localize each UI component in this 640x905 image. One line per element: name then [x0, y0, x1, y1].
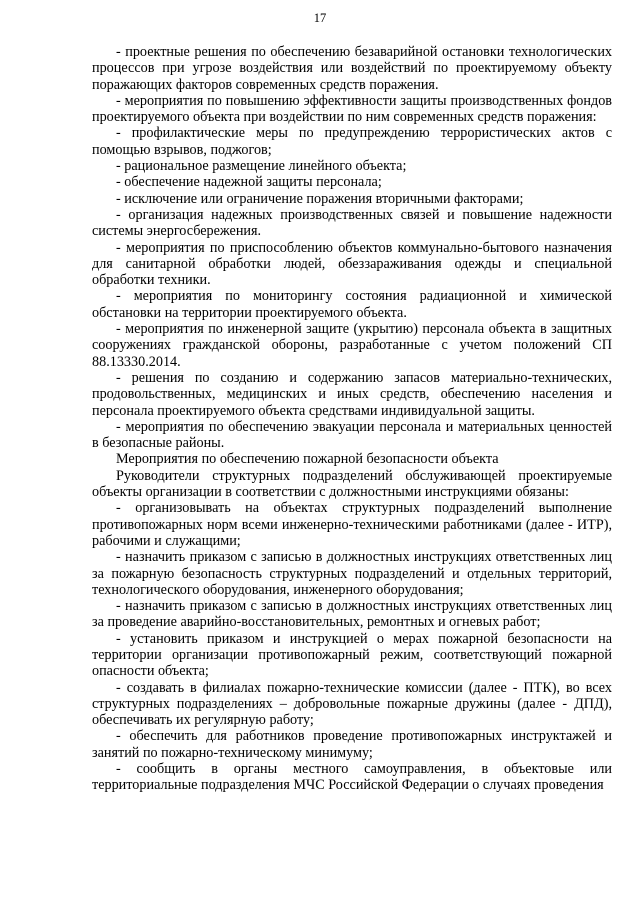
- paragraph: - мероприятия по инженерной защите (укрытию) персонала объекта в защитных сооружениях гражданской обороны, разработанные с учетом положений СП 88.13330.2014.: [92, 321, 612, 370]
- paragraph: - установить приказом и инструкцией о мерах пожарной безопасности на территории организации противопожарный режим, соответствующий пожарной опасности объекта;: [92, 630, 612, 680]
- paragraph: - организация надежных производственных связей и повышение надежности системы энергосбережения.: [92, 206, 612, 240]
- paragraph: - назначить приказом с записью в должностных инструкциях ответственных лиц за проведение аварийно-восстановительных, ремонтных и огневых работ;: [92, 598, 612, 631]
- section-heading: Мероприятия по обеспечению пожарной безопасности объекта: [116, 451, 499, 468]
- paragraph: - мероприятия по повышению эффективности защиты производственных фондов проектируемого объекта при воздействии по ним современных средств поражения:: [92, 92, 612, 126]
- paragraph: - сообщить в органы местного самоуправления, в объектовые или территориальные подразделения МЧС Российской Федерации о случаях проведения: [92, 761, 612, 794]
- paragraph: - рациональное размещение линейного объекта;: [116, 158, 407, 175]
- paragraph: - обеспечить для работников проведение противопожарных инструктажей и занятий по пожарно-техническому минимуму;: [92, 728, 612, 761]
- paragraph: - исключение или ограничение поражения вторичными факторами;: [116, 190, 524, 207]
- paragraph: - назначить приказом с записью в должностных инструкциях ответственных лиц за пожарную безопасность структурных подразделений и отдельных территорий, технологического оборудования, инженерного оборудования;: [92, 549, 612, 598]
- paragraph: - мероприятия по приспособлению объектов коммунально-бытового назначения для санитарной обработки людей, обеззараживания одежды и специальной обработки техники.: [92, 239, 612, 289]
- paragraph: - мероприятия по обеспечению эвакуации персонала и материальных ценностей в безопасные районы.: [92, 418, 612, 452]
- paragraph: - профилактические меры по предупреждению террористических актов с помощью взрывов, поджогов;: [92, 125, 612, 158]
- paragraph: - мероприятия по мониторингу состояния радиационной и химической обстановки на территории проектируемого объекта.: [92, 288, 612, 321]
- paragraph: - создавать в филиалах пожарно-технические комиссии (далее - ПТК), во всех структурных подразделениях – добровольные пожарные дружины (далее - ДПД), обеспечивать их регулярную работу;: [92, 679, 612, 729]
- document-body: [92, 44, 612, 794]
- paragraph: - проектные решения по обеспечению безаварийной остановки технологических процессов при угрозе воздействия или воздействий по проектируемому объекту поражающих факторов современных средств поражения.: [92, 44, 612, 93]
- paragraph: - организовывать на объектах структурных подразделений выполнение противопожарных норм всеми инженерно-техническими работниками (далее - ИТР), рабочими и служащими;: [92, 500, 612, 549]
- page-number: 17: [313, 11, 327, 25]
- paragraph: - решения по созданию и содержанию запасов материально-технических, продовольственных, медицинских и иных средств, обеспечению населения и персонала проектируемого объекта средствами индивидуальной защиты.: [92, 369, 612, 419]
- paragraph: Руководители структурных подразделений обслуживающей проектируемые объекты организации в соответствии с должностными инструкциями обязаны:: [92, 467, 612, 501]
- paragraph: - обеспечение надежной защиты персонала;: [116, 174, 382, 191]
